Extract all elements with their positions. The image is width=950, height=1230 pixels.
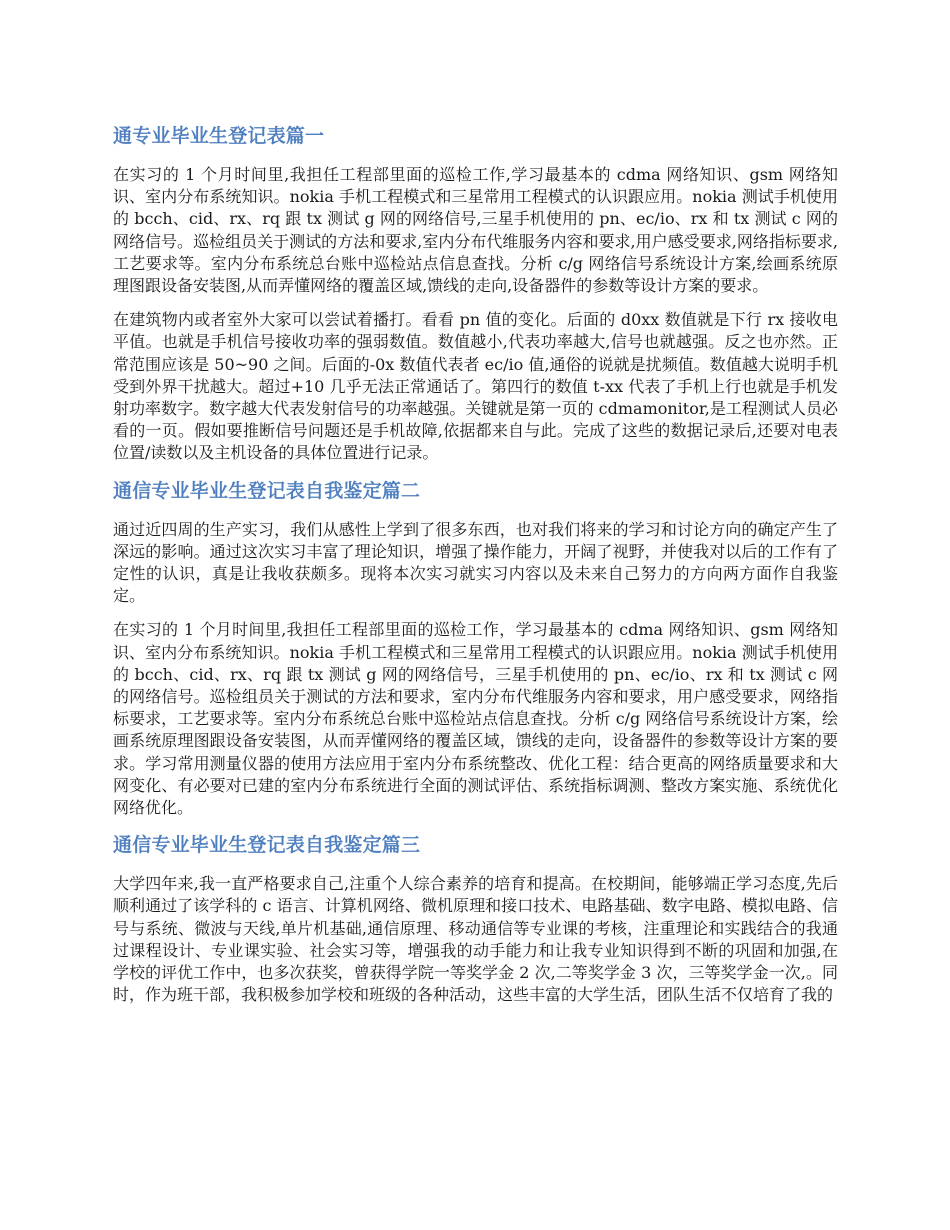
section-2 [113, 477, 838, 820]
section-3 [113, 831, 838, 1006]
paragraph: 通过近四周的生产实习，我们从感性上学到了很多东西，也对我们将来的学习和讨论方向的确定产生了深远的影响。通过这次实习丰富了理论知识，增强了操作能力，开阔了视野，并使我对以后的工作有了定性的认识，真是让我收获颇多。现将本次实习就实习内容以及未来自己努力的方向两方面作自我鉴定。 [113, 519, 838, 606]
section-1 [113, 122, 838, 465]
paragraph: 在建筑物内或者室外大家可以尝试着播打。看看 pn 值的变化。后面的 d0xx 数值就是下行 rx 接收电平值。也就是手机信号接收功率的强弱数值。数值越小,代表功率越大,信号也就越强。反之也亦然。正常范围应该是 50~90 之间。后面的-0x 数值代表者 ec/io 值,通俗的说就是扰频值。数值越大说明手机受到外界干扰越大。超过+10 几乎无法正常通话了。第四行的数值 t-xx 代表了手机上行也就是手机发射功率数字。数字越大代表发射信号的功率越强。关键就是第一页的 cdmamonitor,是工程测试人员必看的一页。假如要推断信号问题还是手机故障,依据都来自与此。完成了这些的数据记录后,还要对电表位置/读数以及主机设备的具体位置进行记录。 [113, 310, 838, 463]
document-page [113, 122, 838, 1019]
section-title: 通信专业毕业生登记表自我鉴定篇三 [113, 834, 421, 857]
section-title: 通专业毕业生登记表篇一 [113, 125, 325, 147]
paragraph: 在实习的 1 个月时间里,我担任工程部里面的巡检工作,学习最基本的 cdma 网络知识、gsm 网络知识、室内分布系统知识。nokia 手机工程模式和三星常用工程模式的认识跟应用。nokia 测试手机使用的 bcch、cid、rx、rq 跟 tx 测试 g 网的网络信号,三星手机使用的 pn、ec/io、rx 和 tx 测试 c 网的网络信号。巡检组员关于测试的方法和要求,室内分布代维服务内容和要求,用户感受要求,网络指标要求,工艺要求等。室内分布系统总台账中巡检站点信息查找。分析 c/g 网络信号系统设计方案,绘画系统原理图跟设备安装图,从而弄懂网络的覆盖区域,馈线的走向,设备器件的参数等设计方案的要求。 [113, 165, 838, 296]
paragraph: 在实习的 1 个月时间里,我担任工程部里面的巡检工作，学习最基本的 cdma 网络知识、gsm 网络知识、室内分布系统知识。nokia 手机工程模式和三星常用工程模式的认识跟应用。nokia 测试手机使用的 bcch、cid、rx、rq 跟 tx 测试 g 网的网络信号，三星手机使用的 pn、ec/io、rx 和 tx 测试 c 网的网络信号。巡检组员关于测试的方法和要求，室内分布代维服务内容和要求，用户感受要求，网络指标要求，工艺要求等。室内分布系统总台账中巡检站点信息查找。分析 c/g 网络信号系统设计方案，绘画系统原理图跟设备安装图，从而弄懂网络的覆盖区域，馈线的走向，设备器件的参数等设计方案的要求。学习常用测量仪器的使用方法应用于室内分布系统整改、优化工程：结合更高的网络质量要求和大网变化、有必要对已建的室内分布系统进行全面的测试评估、系统指标调测、整改方案实施、系统优化网络优化。 [113, 620, 838, 818]
paragraph: 大学四年来,我一直严格要求自己,注重个人综合素养的培育和提高。在校期间，能够端正学习态度,先后顺利通过了该学科的 c 语言、计算机网络、微机原理和接口技术、电路基础、数字电路、模拟电路、信号与系统、微波与天线,单片机基础,通信原理、移动通信等专业课的考核，注重理论和实践结合的我通过课程设计、专业课实验、社会实习等，增强我的动手能力和让我专业知识得到不断的巩固和加强,在学校的评优工作中，也多次获奖，曾获得学院一等奖学金 2 次,二等奖学金 3 次，三等奖学金一次,。同时，作为班干部，我积极参加学校和班级的各种活动，这些丰富的大学生活，团队生活不仅培育了我的 [113, 874, 838, 1005]
section-title: 通信专业毕业生登记表自我鉴定篇二 [113, 479, 421, 502]
